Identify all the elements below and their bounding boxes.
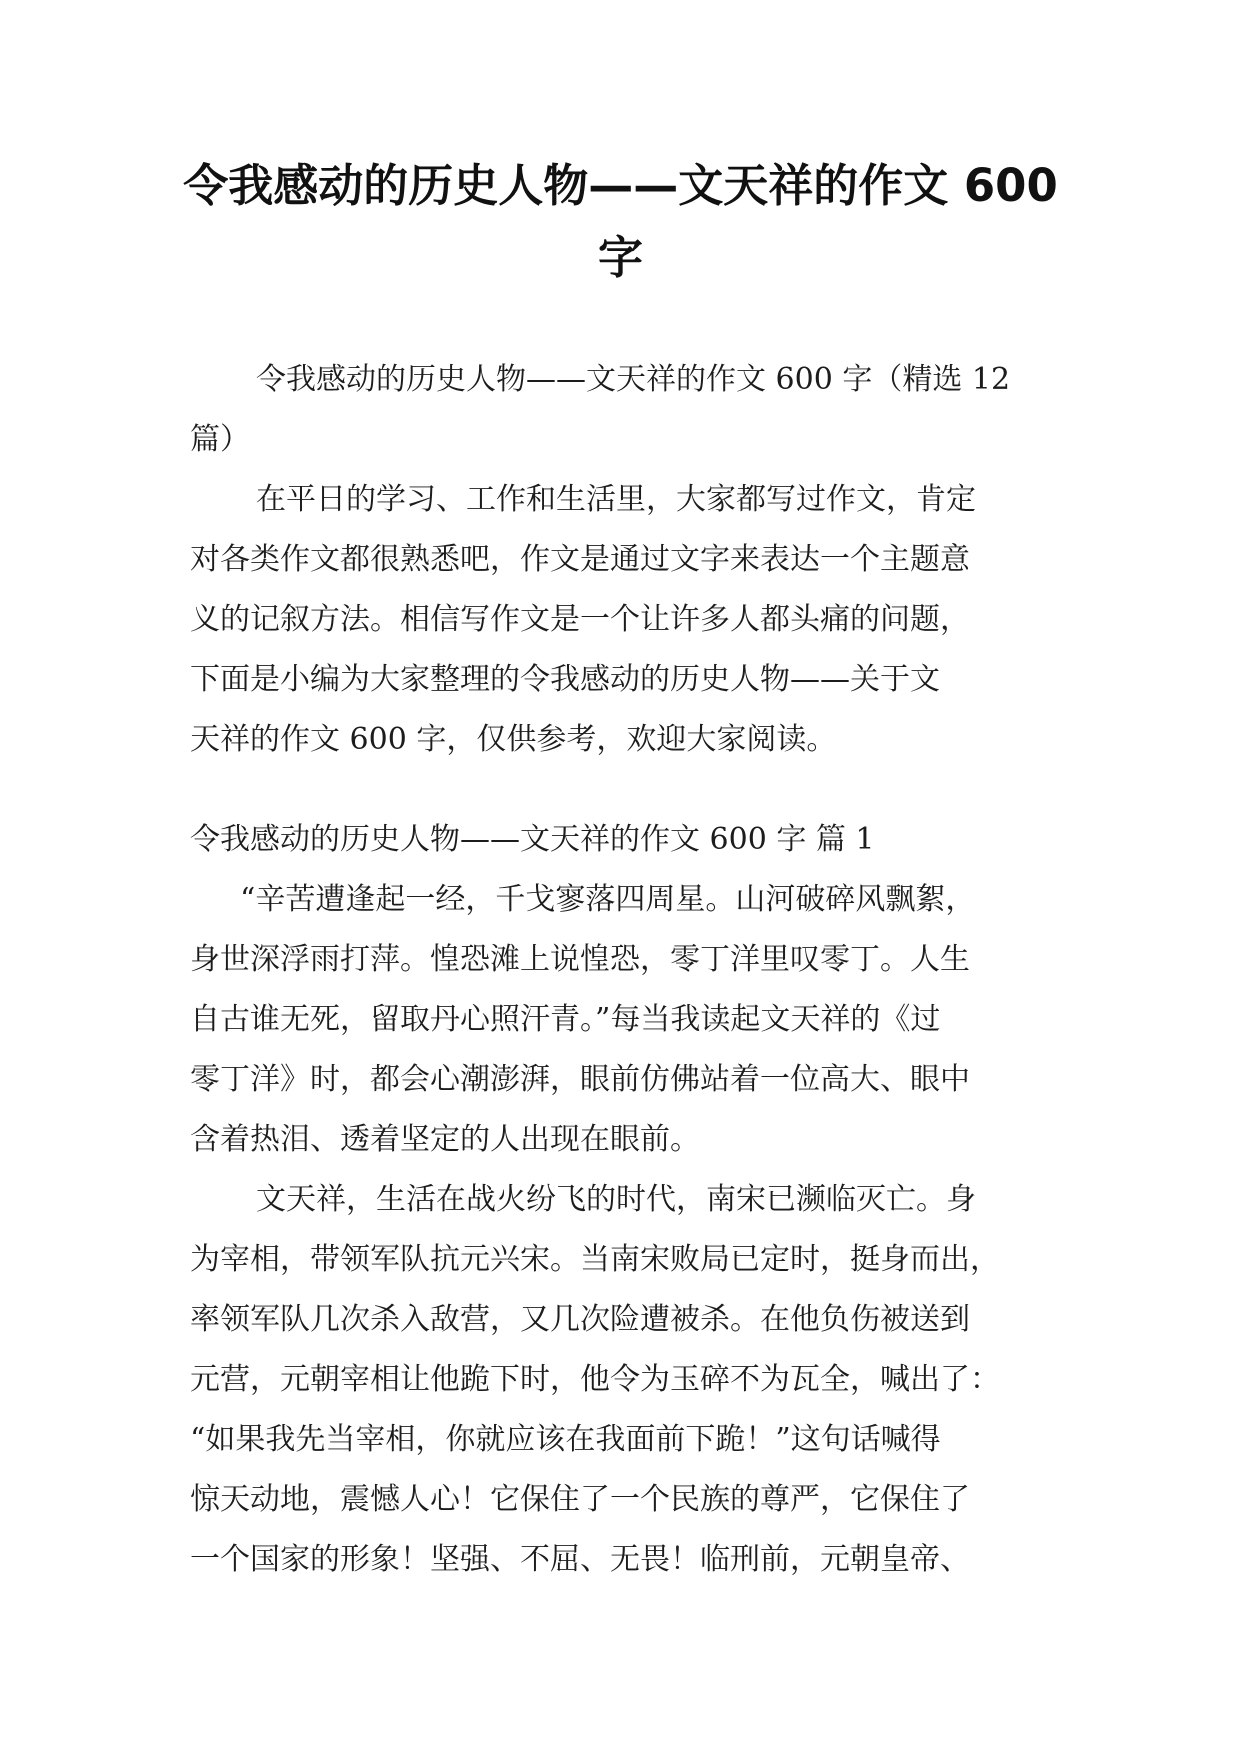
paragraph-line: “如果我先当宰相，你就应该在我面前下跪！”这句话喊得 bbox=[190, 1422, 941, 1457]
paragraph-line: 文天祥，生活在战火纷飞的时代，南宋已濒临灭亡。身 bbox=[256, 1182, 976, 1217]
paragraph-line: 义的记叙方法。相信写作文是一个让许多人都头痛的问题， bbox=[190, 602, 970, 637]
title-line-2: 字 bbox=[597, 231, 643, 284]
paragraph-line: 元营，元朝宰相让他跪下时，他令为玉碎不为瓦全，喊出了： bbox=[190, 1362, 1000, 1397]
paragraph-line: “辛苦遭逢起一经，千戈寥落四周星。山河破碎风飘絮， bbox=[240, 882, 976, 917]
paragraph-line: 下面是小编为大家整理的令我感动的历史人物——关于文 bbox=[190, 662, 940, 697]
intro-block bbox=[190, 350, 1052, 770]
paragraph-line: 天祥的作文 600 字，仅供参考，欢迎大家阅读。 bbox=[190, 722, 837, 757]
paragraph-line: 一个国家的形象！坚强、不屈、无畏！临刑前，元朝皇帝、 bbox=[190, 1542, 970, 1577]
article-body bbox=[190, 870, 1052, 1590]
title-line-1: 令我感动的历史人物——文天祥的作文 600 bbox=[183, 159, 1058, 212]
paragraph-line: 为宰相，带领军队抗元兴宋。当南宋败局已定时，挺身而出， bbox=[190, 1242, 1000, 1277]
paragraph-line: 身世深浮雨打萍。惶恐滩上说惶恐，零丁洋里叹零丁。人生 bbox=[190, 942, 970, 977]
intro-line: 令我感动的历史人物——文天祥的作文 600 字（精选 12 bbox=[256, 362, 1011, 397]
paragraph-line: 率领军队几次杀入敌营，又几次险遭被杀。在他负伤被送到 bbox=[190, 1302, 970, 1337]
paragraph-line: 惊天动地，震憾人心！它保住了一个民族的尊严，它保住了 bbox=[190, 1482, 970, 1517]
section-heading: 令我感动的历史人物——文天祥的作文 600 字 篇 1 bbox=[190, 822, 875, 857]
paragraph-line: 含着热泪、透着坚定的人出现在眼前。 bbox=[190, 1122, 700, 1157]
paragraph-line: 在平日的学习、工作和生活里，大家都写过作文，肯定 bbox=[256, 482, 976, 517]
intro-line: 篇） bbox=[190, 422, 250, 457]
paragraph-line: 自古谁无死，留取丹心照汗青。”每当我读起文天祥的《过 bbox=[190, 1002, 941, 1037]
paragraph-line: 对各类作文都很熟悉吧，作文是通过文字来表达一个主题意 bbox=[190, 542, 970, 577]
paragraph-line: 零丁洋》时，都会心潮澎湃，眼前仿佛站着一位高大、眼中 bbox=[190, 1062, 970, 1097]
document-title bbox=[150, 150, 1091, 294]
